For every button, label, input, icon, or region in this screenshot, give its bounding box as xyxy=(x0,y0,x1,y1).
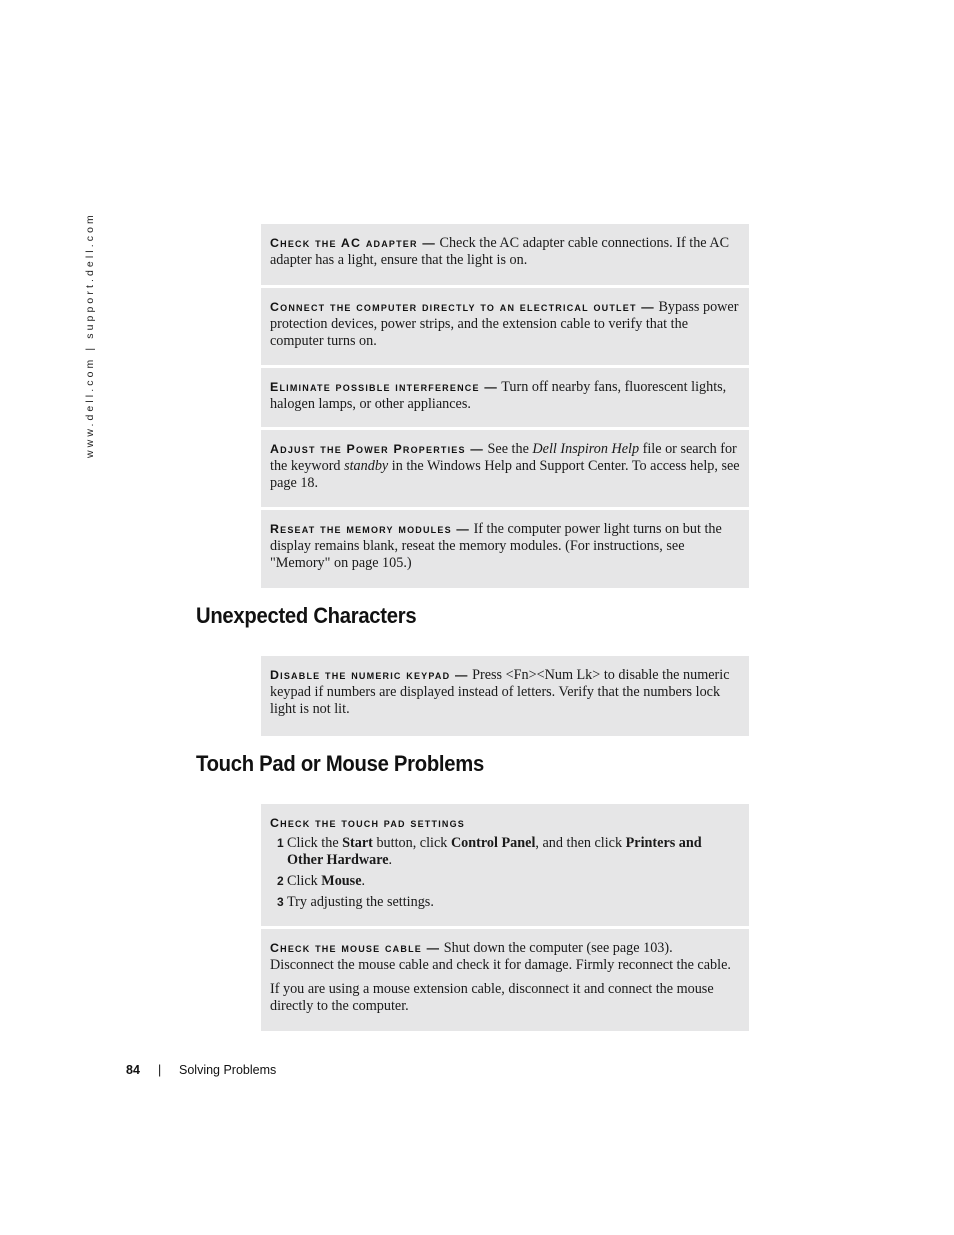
tip-paragraph: If you are using a mouse extension cable, disconnect it and connect the mouse directly to the computer. xyxy=(270,981,714,1014)
step-text: , and then click xyxy=(535,835,626,851)
step-bold-start: Start xyxy=(342,835,373,851)
tip-italic-keyword: standby xyxy=(344,458,389,474)
step-number: 2 xyxy=(277,874,284,888)
step-number: 1 xyxy=(277,836,284,850)
tip-lead: Connect the computer directly to an electrical outlet — xyxy=(270,300,655,314)
page-footer xyxy=(126,1063,277,1077)
tip-text: If the computer power light turns on but the display remains blank, reseat the memory modules. (For instructions, see "Memory" on page 105.) xyxy=(270,521,722,571)
tip-text: Press <Fn><Num Lk> to disable the numeric keypad if numbers are displayed instead of letters. Verify that the numbers lock light is not lit. xyxy=(270,667,730,717)
tip-italic-title: Dell Inspiron Help xyxy=(532,441,640,457)
tip-lead: Adjust the Power Properties — xyxy=(270,442,484,456)
step-item xyxy=(270,835,740,869)
footer-separator: | xyxy=(158,1063,162,1077)
tip-box-power-properties xyxy=(261,430,749,507)
tip-box-interference xyxy=(261,368,749,427)
tip-box-mouse-cable xyxy=(261,929,749,1031)
tip-text: Bypass power protection devices, power strips, and the extension cable to verify that the computer turns on. xyxy=(270,299,739,349)
section-title-unexpected-characters: Unexpected Characters xyxy=(196,603,417,628)
tip-box-memory-modules xyxy=(261,510,749,588)
step-text: button, click xyxy=(372,835,451,851)
step-bold-control-panel: Control Panel xyxy=(450,835,536,851)
tip-lead: Reseat the memory modules — xyxy=(270,522,471,536)
chapter-title: Solving Problems xyxy=(179,1063,277,1077)
step-text: . xyxy=(361,873,366,889)
tip-box-touch-pad-settings xyxy=(261,804,749,926)
tip-box-electrical-outlet xyxy=(261,288,749,365)
page-number: 84 xyxy=(126,1063,140,1077)
tip-paragraph xyxy=(270,940,740,974)
step-bold-mouse: Mouse xyxy=(321,873,362,889)
tip-text: file or search for the keyword xyxy=(270,441,737,474)
tip-text: Check the AC adapter cable connections. If the AC adapter has a light, ensure that the light is on. xyxy=(270,235,730,268)
tip-lead: Check the AC adapter — xyxy=(270,236,436,250)
tip-box-ac-adapter xyxy=(261,224,749,285)
step-text: Click xyxy=(287,873,322,889)
steps-list xyxy=(270,835,740,911)
tip-lead: Disable the numeric keypad — xyxy=(270,668,469,682)
step-text: . xyxy=(388,852,393,868)
step-item xyxy=(270,894,740,911)
tip-lead: Check the mouse cable — xyxy=(270,941,441,955)
step-number: 3 xyxy=(277,895,284,909)
tip-text: See the xyxy=(483,441,533,457)
tip-box-numeric-keypad xyxy=(261,656,749,736)
step-text: Click the xyxy=(287,835,343,851)
tip-text: in the Windows Help and Support Center. To access help, see page 18. xyxy=(270,458,740,491)
side-url: www.dell.com | support.dell.com xyxy=(84,212,96,458)
step-text: Try adjusting the settings. xyxy=(287,894,434,910)
section-title-touch-pad-mouse: Touch Pad or Mouse Problems xyxy=(196,751,484,776)
tip-text: Shut down the computer (see page 103). Disconnect the mouse cable and check it for damage. Firmly reconnect the cable. xyxy=(270,940,731,973)
step-bold-printers: Printers and Other Hardware xyxy=(287,835,702,868)
tip-text: Turn off nearby fans, fluorescent lights, halogen lamps, or other appliances. xyxy=(270,379,727,412)
step-item xyxy=(270,873,740,890)
tip-lead: Eliminate possible interference — xyxy=(270,380,498,394)
tip-lead: Check the touch pad settings xyxy=(270,816,465,830)
